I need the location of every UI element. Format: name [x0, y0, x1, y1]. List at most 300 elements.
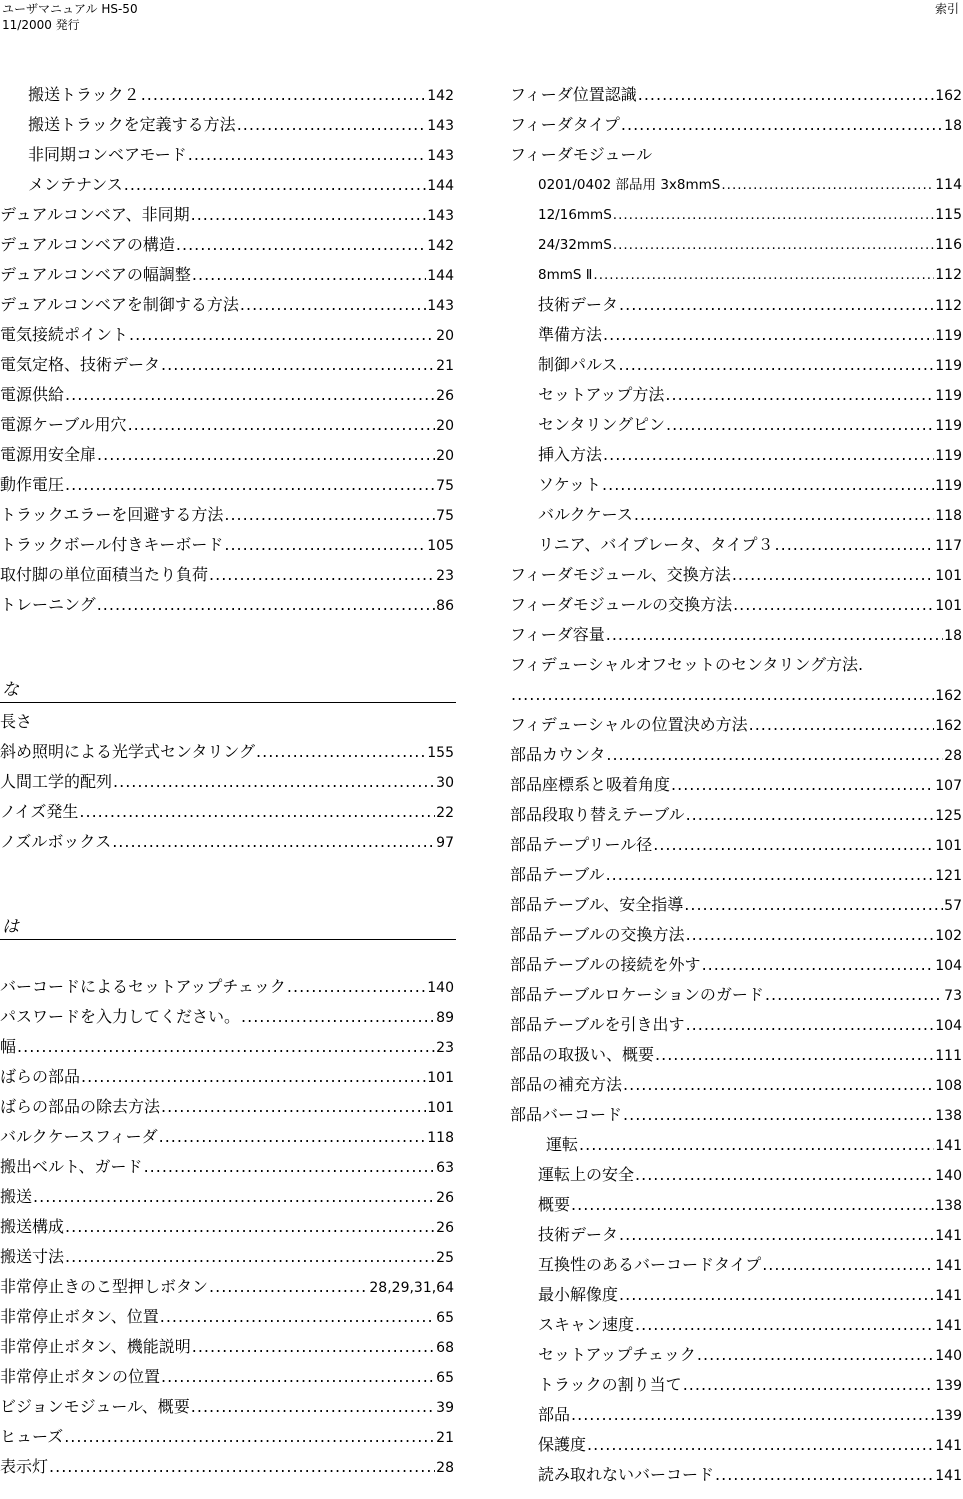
- index-term: 互換性のあるバーコードタイプ: [538, 1255, 762, 1274]
- page-number: 141: [935, 1318, 962, 1334]
- index-term: フィデューシャルの位置決め方法: [510, 715, 748, 734]
- page-number: 68: [436, 1340, 454, 1356]
- index-term: 搬送寸法: [0, 1247, 65, 1266]
- dot-leader: [606, 860, 935, 890]
- index-term: 部品段取り替えテーブル: [510, 805, 685, 824]
- dot-leader: [256, 737, 426, 767]
- index-term: パスワードを入力してください。: [0, 1007, 241, 1026]
- index-entry: [510, 620, 962, 650]
- page-number: 117: [935, 538, 962, 554]
- index-entry: [510, 1010, 962, 1040]
- dot-leader: [141, 80, 427, 110]
- index-term: バルクケース: [538, 505, 633, 524]
- dot-leader: [613, 230, 934, 260]
- index-term: スキャン速度: [538, 1315, 635, 1334]
- index-term: ビジョンモジュール、概要: [0, 1397, 190, 1416]
- index-term: 斜め照明による光学式センタリング: [0, 742, 256, 761]
- index-term: 部品バーコード: [510, 1105, 623, 1124]
- dot-leader: [686, 1010, 935, 1040]
- dot-leader: [79, 797, 435, 827]
- dot-leader: [112, 827, 435, 857]
- index-term: 電源用安全扉: [0, 445, 97, 464]
- index-entry: [0, 320, 454, 350]
- dot-leader: [619, 1280, 934, 1310]
- index-group-left-top: [0, 80, 454, 620]
- index-entry: [0, 1422, 454, 1452]
- index-entry: [510, 830, 962, 860]
- page-number: 125: [935, 808, 962, 824]
- index-term: トラックボール付きキーボード: [0, 535, 224, 554]
- dot-leader: [209, 1272, 368, 1302]
- dot-leader: [192, 1332, 435, 1362]
- index-term: 非常停止ボタン、機能説明: [0, 1337, 191, 1356]
- index-term: 搬出ベルト、ガード: [0, 1157, 143, 1176]
- index-term: デュアルコンベアの構造: [0, 235, 175, 254]
- index-term: 運転: [546, 1135, 579, 1154]
- dot-leader: [192, 260, 426, 290]
- index-entry: [510, 1040, 962, 1070]
- index-entry: [0, 500, 454, 530]
- index-term: 部品座標系と吸着角度: [510, 775, 671, 794]
- dot-leader: [655, 1040, 934, 1070]
- index-entry: [0, 140, 454, 170]
- page-number: 21: [436, 1430, 454, 1446]
- index-entry: [510, 80, 962, 110]
- index-column-left: [0, 80, 454, 1482]
- dot-leader: [571, 1190, 934, 1220]
- index-entry: [0, 80, 454, 110]
- page-number: 86: [436, 598, 454, 614]
- index-entry: [0, 1182, 454, 1212]
- dot-leader: [161, 1362, 435, 1392]
- dot-leader: [603, 320, 934, 350]
- page-number: 140: [427, 980, 454, 996]
- dot-leader: [721, 170, 934, 200]
- dot-leader: [665, 380, 934, 410]
- index-term: 0201/0402 部品用 3x8mmS: [538, 177, 721, 193]
- page-number: 119: [935, 358, 962, 374]
- dot-leader: [160, 1302, 435, 1332]
- index-term: 24/32mmS: [538, 237, 612, 253]
- index-entry: [510, 770, 962, 800]
- page-number: 104: [935, 958, 962, 974]
- index-term: 部品テーブル、安全指導: [510, 895, 684, 914]
- page-number: 18: [944, 118, 962, 134]
- page-number: 119: [935, 448, 962, 464]
- index-term: バーコードによるセットアップチェック: [0, 977, 286, 996]
- page-number: 140: [935, 1348, 962, 1364]
- page-number: 144: [427, 268, 454, 284]
- index-entry: [0, 470, 454, 500]
- index-entry: [0, 1242, 454, 1272]
- section-title: 索引: [934, 2, 959, 16]
- page-number: 139: [935, 1378, 962, 1394]
- index-entry: [0, 560, 454, 590]
- dot-leader: [144, 1152, 436, 1182]
- dot-leader: [587, 1430, 934, 1460]
- index-term: 非常停止ボタンの位置: [0, 1367, 161, 1386]
- index-term: フィーダ位置認識: [510, 85, 637, 104]
- index-term: 電源供給: [0, 385, 65, 404]
- dot-leader: [671, 770, 934, 800]
- index-group-right-a: [510, 80, 962, 140]
- page-number: 57: [944, 898, 962, 914]
- page-number: 26: [436, 1220, 454, 1236]
- dot-leader: [49, 1452, 435, 1482]
- page-number: 89: [436, 1010, 454, 1026]
- page-number: 75: [436, 478, 454, 494]
- index-entry: [510, 1130, 962, 1160]
- page-number: 119: [935, 388, 962, 404]
- index-entry: [510, 440, 962, 470]
- index-entry: [0, 797, 454, 827]
- index-term: 部品テーブルの交換方法: [510, 925, 685, 944]
- index-entry: [0, 110, 454, 140]
- dot-leader: [653, 830, 934, 860]
- dot-leader: [619, 1220, 934, 1250]
- index-term: センタリングピン: [538, 415, 666, 434]
- dot-leader: [619, 350, 935, 380]
- dot-leader: [64, 1422, 435, 1452]
- dot-leader: [593, 260, 934, 290]
- dot-leader: [124, 170, 427, 200]
- page-number: 28: [436, 1460, 454, 1476]
- index-term: リニア、バイブレータ、タイプ３: [538, 535, 774, 554]
- index-term-heading: 長さ: [0, 712, 33, 731]
- page-number: 143: [427, 298, 454, 314]
- index-term: 搬送トラックを定義する方法: [28, 115, 236, 134]
- index-entry: [0, 972, 454, 1002]
- dot-leader: [188, 140, 427, 170]
- page-number: 162: [935, 718, 962, 734]
- index-term: ノズルボックス: [0, 832, 112, 851]
- page-number: 141: [935, 1468, 962, 1484]
- index-entry: [0, 1092, 454, 1122]
- index-entry: [510, 290, 962, 320]
- index-entry: [510, 560, 962, 590]
- index-entry: [0, 350, 454, 380]
- dot-leader: [237, 110, 427, 140]
- dot-leader: [623, 1070, 934, 1100]
- index-term: 電気接続ポイント: [0, 325, 129, 344]
- page-number: 23: [436, 568, 454, 584]
- manual-title: ユーザマニュアル HS-50: [2, 2, 138, 16]
- page-number: 141: [935, 1138, 962, 1154]
- index-term: 取付脚の単位面積当たり負荷: [0, 565, 209, 584]
- index-entry: [510, 1250, 962, 1280]
- dot-leader: [634, 500, 934, 530]
- page-number: 141: [935, 1258, 962, 1274]
- index-term: 技術データ: [538, 295, 619, 314]
- dot-leader: [606, 740, 943, 770]
- dot-leader: [602, 470, 934, 500]
- index-term: バルクケースフィーダ: [0, 1127, 158, 1146]
- dot-leader: [619, 290, 934, 320]
- page-number: 143: [427, 118, 454, 134]
- dot-leader: [666, 410, 934, 440]
- index-term: 非常停止きのこ型押しボタン: [0, 1277, 209, 1296]
- index-entry: [510, 740, 962, 770]
- page-number: 108: [935, 1078, 962, 1094]
- dot-leader: [683, 1370, 935, 1400]
- index-entry: [510, 500, 962, 530]
- dot-leader: [733, 590, 934, 620]
- index-entry: [510, 410, 962, 440]
- page-number: 121: [935, 868, 962, 884]
- index-entry: [0, 290, 454, 320]
- page-number: 104: [935, 1018, 962, 1034]
- index-entry: [0, 200, 454, 230]
- index-entry: [0, 530, 454, 560]
- index-entry: [510, 800, 962, 830]
- page-number: 18: [944, 628, 962, 644]
- index-term: 動作電圧: [0, 475, 65, 494]
- page-number: 101: [427, 1070, 454, 1086]
- index-entry: [0, 410, 454, 440]
- index-term: 幅: [0, 1037, 17, 1056]
- page-number: 105: [427, 538, 454, 554]
- index-entry: [510, 470, 962, 500]
- index-term: 保護度: [538, 1435, 587, 1454]
- index-term: 部品テーブルの接続を外す: [510, 955, 701, 974]
- dot-leader: [684, 890, 943, 920]
- dot-leader: [775, 530, 935, 560]
- index-term: デュアルコンベアを制御する方法: [0, 295, 239, 314]
- index-term: 最小解像度: [538, 1285, 619, 1304]
- dot-leader: [81, 1062, 426, 1092]
- index-entry: [0, 1062, 454, 1092]
- index-entry: [0, 1392, 454, 1422]
- index-entry: [510, 1160, 962, 1190]
- index-term-wrapped: フィデューシャルオフセットのセンタリング方法.: [510, 655, 864, 674]
- index-entry: [0, 170, 454, 200]
- index-term: ばらの部品の除去方法: [0, 1097, 161, 1116]
- index-term: 12/16mmS: [538, 207, 612, 223]
- index-term: 電源ケーブル用穴: [0, 415, 127, 434]
- index-entry: [510, 1370, 962, 1400]
- index-entry: [510, 710, 962, 740]
- page-number: 26: [436, 1190, 454, 1206]
- index-entry: [0, 1452, 454, 1482]
- index-term: セットアップチェック: [538, 1345, 696, 1364]
- index-entry: [0, 827, 454, 857]
- dot-leader: [686, 800, 935, 830]
- dot-leader: [287, 972, 426, 1002]
- page-number: 142: [427, 88, 454, 104]
- index-term: 概要: [538, 1195, 571, 1214]
- index-entry: [0, 1212, 454, 1242]
- index-entry: [0, 1122, 454, 1152]
- page-number: 20: [436, 448, 454, 464]
- index-term: 搬送: [0, 1187, 33, 1206]
- index-entry: [0, 260, 454, 290]
- dot-leader: [97, 590, 435, 620]
- page-number: 22: [436, 805, 454, 821]
- page-number: 20: [436, 418, 454, 434]
- page-number: 101: [427, 1100, 454, 1116]
- index-entry: [510, 860, 962, 890]
- index-term: 非同期コンベアモード: [28, 145, 187, 164]
- index-group-right-b: [510, 560, 962, 650]
- dot-leader: [224, 530, 426, 560]
- page-number: 39: [436, 1400, 454, 1416]
- dot-leader: [209, 560, 435, 590]
- index-entry: [510, 1430, 962, 1460]
- index-entry: [510, 1280, 962, 1310]
- index-term: ばらの部品: [0, 1067, 81, 1086]
- index-term: 人間工学的配列: [0, 772, 113, 791]
- page-number: 65: [436, 1310, 454, 1326]
- index-term: 搬送トラック２: [28, 85, 140, 104]
- index-term: デュアルコンベアの幅調整: [0, 265, 191, 284]
- index-entry: [510, 170, 962, 200]
- dot-leader: [606, 620, 943, 650]
- page-number: 112: [935, 298, 962, 314]
- dot-leader: [97, 440, 435, 470]
- dot-leader: [702, 950, 935, 980]
- dot-leader: [603, 440, 934, 470]
- dot-leader: [686, 920, 935, 950]
- dot-leader: [191, 1392, 435, 1422]
- page-number: 75: [436, 508, 454, 524]
- index-term: デュアルコンベア、非同期: [0, 205, 190, 224]
- page-number: 155: [427, 745, 454, 761]
- page-number: 141: [935, 1438, 962, 1454]
- page-number: 20: [436, 328, 454, 344]
- dot-leader: [65, 1242, 435, 1272]
- dot-leader: [697, 1340, 934, 1370]
- dot-leader: [623, 1100, 934, 1130]
- index-entry: [510, 260, 962, 290]
- page-number: 114: [935, 177, 962, 193]
- dot-leader: [621, 110, 943, 140]
- index-entry: [510, 1460, 962, 1490]
- index-term: ソケット: [538, 475, 602, 494]
- page-number: 102: [935, 928, 962, 944]
- page-number: 119: [935, 328, 962, 344]
- dot-leader: [571, 1400, 934, 1430]
- index-group-na: [0, 737, 454, 857]
- dot-leader: [159, 1122, 427, 1152]
- dot-leader: [638, 80, 935, 110]
- index-entry: [510, 320, 962, 350]
- index-entry: [510, 1220, 962, 1250]
- index-entry: [510, 350, 962, 380]
- index-term: トレーニング: [0, 595, 96, 614]
- index-entry: [510, 380, 962, 410]
- page-number: 143: [427, 148, 454, 164]
- page-number: 111: [935, 1048, 962, 1064]
- dot-leader: [762, 1250, 934, 1280]
- index-term: フィーダモジュールの交換方法: [510, 595, 733, 614]
- index-term: 部品テーブルロケーションのガード: [510, 985, 764, 1004]
- dot-leader: [241, 1002, 435, 1032]
- page-header-left: [2, 1, 138, 33]
- dot-leader: [613, 200, 934, 230]
- issue-date: 11/2000 発行: [2, 18, 80, 32]
- index-entry: [0, 1302, 454, 1332]
- page-number: 141: [935, 1228, 962, 1244]
- index-term: 8mmS Ⅱ: [538, 267, 593, 283]
- index-entry: [510, 1340, 962, 1370]
- index-term: 挿入方法: [538, 445, 603, 464]
- page-number: 30: [436, 775, 454, 791]
- index-term: 制御パルス: [538, 355, 618, 374]
- page-number: 142: [427, 238, 454, 254]
- index-entry: [510, 530, 962, 560]
- dot-leader: [33, 1182, 435, 1212]
- page-number: 162: [935, 88, 962, 104]
- page-number: 28,29,31,64: [369, 1280, 454, 1296]
- dot-leader: [635, 1310, 934, 1340]
- index-term: セットアップ方法: [538, 385, 665, 404]
- page-number: 143: [427, 208, 454, 224]
- index-entry: [0, 767, 454, 797]
- index-entry: [0, 1362, 454, 1392]
- page-number: 25: [436, 1250, 454, 1266]
- index-term: ノイズ発生: [0, 802, 79, 821]
- spacer: [0, 944, 454, 972]
- page-number: 162: [935, 688, 962, 704]
- index-entry: [0, 590, 454, 620]
- index-term: 読み取れないバーコード: [538, 1465, 715, 1484]
- index-group-ha: [0, 972, 454, 1482]
- index-term: フィーダモジュール、交換方法: [510, 565, 731, 584]
- page-number: 23: [436, 1040, 454, 1056]
- index-term: 部品テーブルを引き出す: [510, 1015, 685, 1034]
- dot-leader: [65, 470, 435, 500]
- dot-leader: [715, 1460, 934, 1490]
- dot-leader: [129, 320, 435, 350]
- page-number: 26: [436, 388, 454, 404]
- page-number: 101: [935, 598, 962, 614]
- index-term: トラックエラーを回避する方法: [0, 505, 224, 524]
- index-entry: [0, 1332, 454, 1362]
- dot-leader: [161, 1092, 426, 1122]
- index-entry: [0, 1152, 454, 1182]
- index-term: 部品の取扱い、概要: [510, 1045, 655, 1064]
- page-number: 138: [935, 1108, 962, 1124]
- section-heading-ha: は: [0, 915, 456, 940]
- section-heading-na: な: [0, 678, 456, 703]
- index-entry: [0, 1272, 454, 1302]
- index-entry: [510, 920, 962, 950]
- page-number: 118: [935, 508, 962, 524]
- index-entry: [510, 1190, 962, 1220]
- page-number: 140: [935, 1168, 962, 1184]
- dot-leader: [511, 680, 934, 710]
- index-term: 部品: [538, 1405, 571, 1424]
- index-term: トラックの割り当て: [538, 1375, 682, 1394]
- index-entry: [0, 440, 454, 470]
- index-column-right: [510, 80, 962, 1490]
- index-entry: [510, 110, 962, 140]
- page-number: 101: [935, 568, 962, 584]
- dot-leader: [65, 1212, 435, 1242]
- page-number: 63: [436, 1160, 454, 1176]
- page-number: 116: [935, 237, 962, 253]
- dot-leader: [191, 200, 427, 230]
- index-entry-wrap-tail: [510, 680, 962, 710]
- page-number: 119: [935, 418, 962, 434]
- dot-leader: [765, 980, 943, 1010]
- index-term: 表示灯: [0, 1457, 49, 1476]
- page-number: 107: [935, 778, 962, 794]
- page-number: 139: [935, 1408, 962, 1424]
- index-term: 運転上の安全: [538, 1165, 635, 1184]
- dot-leader: [176, 230, 426, 260]
- page-number: 101: [935, 838, 962, 854]
